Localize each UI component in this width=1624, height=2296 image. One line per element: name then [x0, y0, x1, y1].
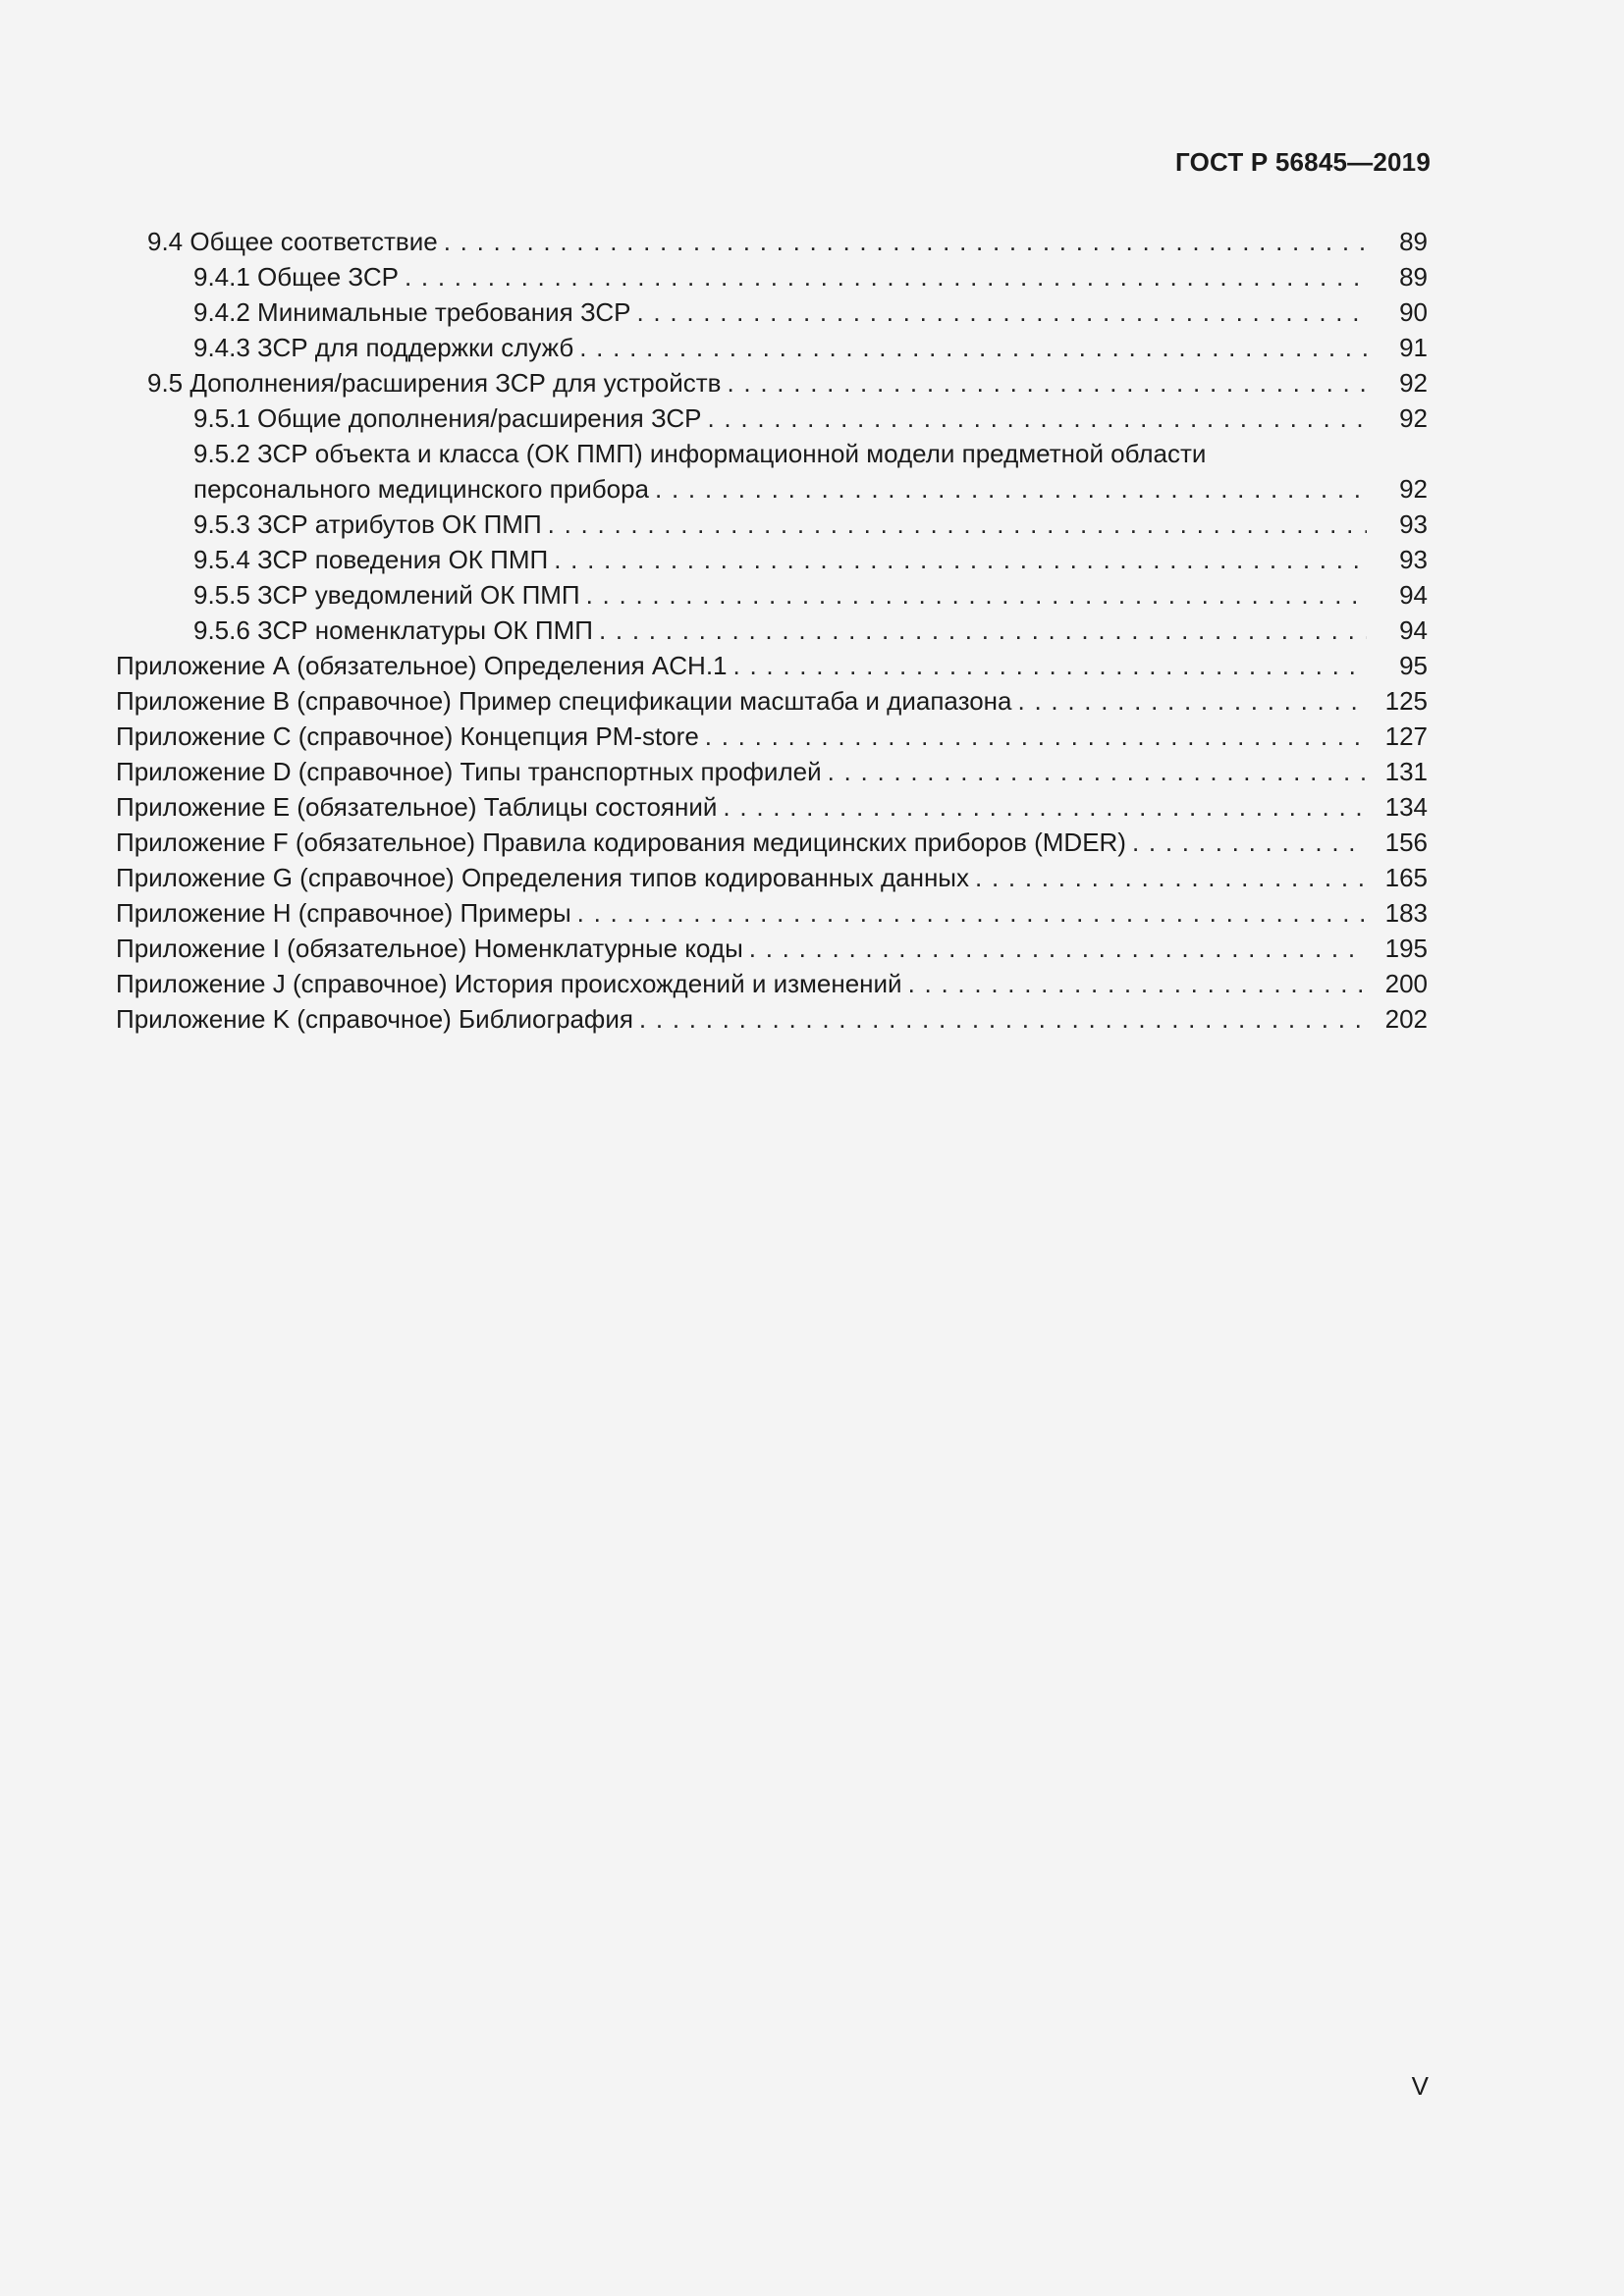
toc-entry-title: 9.5.4 ЗСР поведения ОК ПМП: [193, 542, 554, 577]
toc-entry-page: 90: [1399, 297, 1428, 327]
dot-leader: [733, 648, 1367, 683]
toc-entry-title: Приложение А (обязательное) Определения ACH.1: [116, 648, 733, 683]
toc-entry[interactable]: [116, 294, 1428, 330]
toc-entry[interactable]: [116, 648, 1428, 683]
toc-entry[interactable]: [116, 719, 1428, 754]
dot-leader: [727, 365, 1367, 400]
toc-entry-page: 127: [1384, 721, 1428, 751]
toc-entry-title: 9.5.1 Общие дополнения/расширения ЗСР: [193, 400, 707, 436]
table-of-contents: [116, 224, 1428, 1037]
document-header: ГОСТ Р 56845—2019: [1175, 147, 1431, 177]
page-number: V: [1411, 2071, 1429, 2101]
toc-entry[interactable]: [116, 1001, 1428, 1037]
toc-entry-title: Приложение С (справочное) Концепция PM-store: [116, 719, 705, 754]
toc-entry-page: 200: [1384, 969, 1428, 998]
toc-entry-title: 9.5.2 ЗСР объекта и класса (ОК ПМП) информационной модели предметной области: [193, 439, 1207, 468]
toc-entry-page: 125: [1384, 686, 1428, 716]
toc-entry-page: 92: [1399, 368, 1428, 398]
toc-entry-title: 9.5.6 ЗСР номенклатуры ОК ПМП: [193, 613, 599, 648]
dot-leader: [636, 294, 1367, 330]
dot-leader: [639, 1001, 1367, 1037]
toc-entry-title: Приложение Е (обязательное) Таблицы состояний: [116, 789, 723, 825]
toc-entry[interactable]: [116, 330, 1428, 365]
dot-leader: [908, 966, 1367, 1001]
toc-entry-title: 9.4 Общее соответствие: [147, 224, 444, 259]
toc-entry-title: 9.4.3 ЗСР для поддержки служб: [193, 330, 579, 365]
dot-leader: [705, 719, 1367, 754]
dot-leader: [405, 259, 1367, 294]
toc-entry[interactable]: [116, 436, 1428, 507]
toc-entry-page: 89: [1399, 262, 1428, 292]
toc-entry[interactable]: [116, 966, 1428, 1001]
toc-entry-page: 202: [1384, 1004, 1428, 1034]
toc-entry-title: Приложение Н (справочное) Примеры: [116, 895, 577, 931]
toc-entry-title: Приложение I (обязательное) Номенклатурные коды: [116, 931, 749, 966]
toc-entry-title: Приложение K (справочное) Библиография: [116, 1001, 639, 1037]
toc-entry-page: 134: [1384, 792, 1428, 822]
dot-leader: [586, 577, 1367, 613]
dot-leader: [723, 789, 1367, 825]
toc-entry-title-continued: персонального медицинского прибора: [193, 471, 655, 507]
toc-entry-page: 156: [1384, 828, 1428, 857]
toc-entry-title: 9.5.5 ЗСР уведомлений ОК ПМП: [193, 577, 586, 613]
dot-leader: [975, 860, 1367, 895]
toc-entry-title: 9.4.1 Общее ЗСР: [193, 259, 405, 294]
dot-leader: [1132, 825, 1367, 860]
toc-entry[interactable]: [116, 224, 1428, 259]
toc-entry[interactable]: [116, 259, 1428, 294]
toc-entry-title: 9.4.2 Минимальные требования ЗСР: [193, 294, 636, 330]
toc-entry[interactable]: [116, 931, 1428, 966]
toc-entry-title: Приложение J (справочное) История происхождений и изменений: [116, 966, 908, 1001]
toc-entry-page: 94: [1399, 615, 1428, 645]
toc-entry[interactable]: [116, 895, 1428, 931]
dot-leader: [828, 754, 1367, 789]
dot-leader: [599, 613, 1367, 648]
toc-entry-title: 9.5.3 ЗСР атрибутов ОК ПМП: [193, 507, 548, 542]
toc-entry[interactable]: [116, 825, 1428, 860]
dot-leader: [707, 400, 1367, 436]
toc-entry-page: 93: [1399, 545, 1428, 574]
toc-entry-page: 95: [1399, 651, 1428, 680]
toc-entry-page: 131: [1384, 757, 1428, 786]
dot-leader: [579, 330, 1367, 365]
toc-entry-page: 195: [1384, 934, 1428, 963]
toc-entry-page: 183: [1384, 898, 1428, 928]
toc-entry[interactable]: [116, 577, 1428, 613]
toc-entry[interactable]: [116, 613, 1428, 648]
toc-entry-page: 93: [1399, 509, 1428, 539]
dot-leader: [749, 931, 1367, 966]
toc-entry[interactable]: [116, 754, 1428, 789]
toc-entry-title: Приложение G (справочное) Определения типов кодированных данных: [116, 860, 975, 895]
toc-entry-page: 92: [1399, 403, 1428, 433]
dot-leader: [655, 471, 1367, 507]
toc-entry-title: Приложение D (справочное) Типы транспортных профилей: [116, 754, 828, 789]
toc-entry[interactable]: [116, 507, 1428, 542]
toc-entry-page: 89: [1399, 227, 1428, 256]
dot-leader: [1018, 683, 1368, 719]
toc-entry[interactable]: [116, 542, 1428, 577]
dot-leader: [577, 895, 1367, 931]
toc-entry-title: Приложение F (обязательное) Правила кодирования медицинских приборов (MDER): [116, 825, 1132, 860]
toc-entry-title: Приложение В (справочное) Пример спецификации масштаба и диапазона: [116, 683, 1018, 719]
dot-leader: [444, 224, 1367, 259]
toc-entry-page: 92: [1399, 474, 1428, 504]
toc-entry[interactable]: [116, 400, 1428, 436]
dot-leader: [554, 542, 1367, 577]
toc-entry-page: 94: [1399, 580, 1428, 610]
toc-entry[interactable]: [116, 683, 1428, 719]
toc-entry[interactable]: [116, 365, 1428, 400]
toc-entry-title: 9.5 Дополнения/расширения ЗСР для устройств: [147, 365, 727, 400]
toc-entry[interactable]: [116, 789, 1428, 825]
toc-entry-page: 91: [1399, 333, 1428, 362]
toc-entry-page: 165: [1384, 863, 1428, 892]
toc-entry[interactable]: [116, 860, 1428, 895]
dot-leader: [548, 507, 1367, 542]
